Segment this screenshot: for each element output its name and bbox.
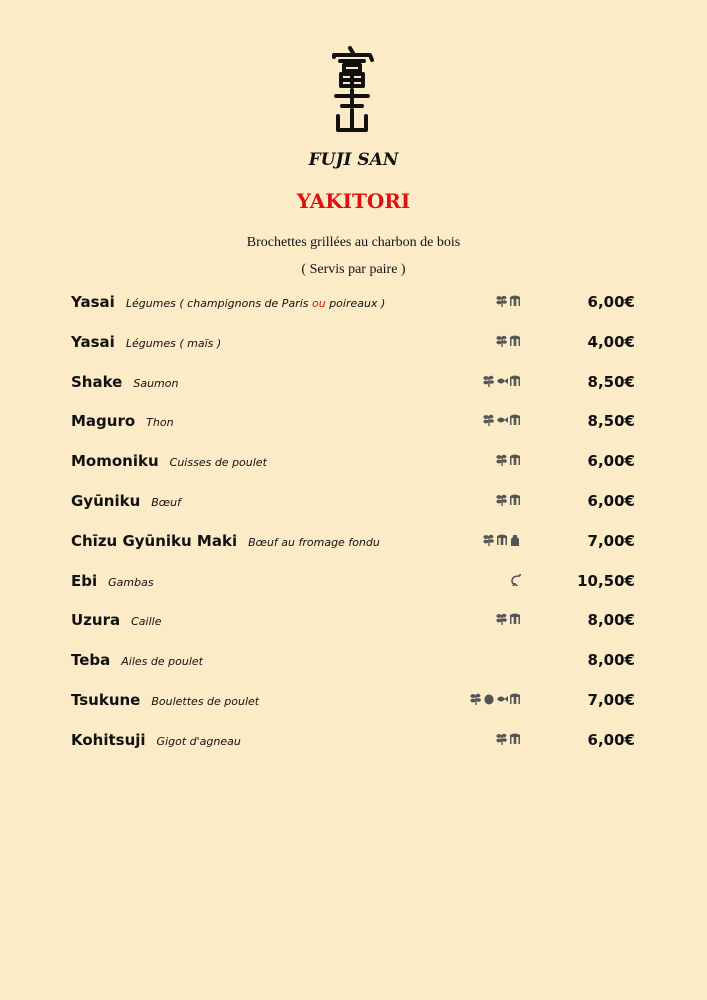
menu-item-price: 10,50€ bbox=[577, 571, 635, 590]
menu-item-description bbox=[108, 576, 153, 589]
description-text: Boulettes de poulet bbox=[151, 695, 260, 708]
description-text: Caille bbox=[131, 615, 162, 629]
menu-item bbox=[71, 532, 641, 556]
description-text-end: poireaux ) bbox=[325, 297, 386, 310]
menu-item-title: Gyūniku bbox=[71, 492, 141, 510]
menu-item-description bbox=[146, 416, 173, 429]
allergen-icons bbox=[470, 693, 521, 705]
menu-item-price: 6,00€ bbox=[587, 452, 635, 471]
soy-icon bbox=[496, 295, 508, 307]
section-description: Brochettes grillées au charbon de bois bbox=[246, 235, 461, 250]
shrimp-icon bbox=[509, 574, 521, 586]
menu-item-name bbox=[71, 412, 174, 430]
soy-icon bbox=[496, 613, 508, 625]
egg-icon bbox=[483, 693, 495, 705]
soy-icon bbox=[483, 375, 495, 387]
fish-icon bbox=[496, 693, 508, 705]
allergen-icons bbox=[496, 494, 521, 506]
menu-item-title: Momoniku bbox=[71, 452, 159, 471]
allergen-icons bbox=[483, 375, 521, 387]
soy-icon bbox=[496, 335, 508, 347]
menu-item-price: 8,00€ bbox=[587, 651, 635, 670]
menu-item-title: Teba bbox=[71, 651, 111, 670]
menu-item bbox=[71, 572, 641, 596]
wheat-icon bbox=[509, 335, 521, 347]
fish-icon bbox=[496, 414, 508, 426]
menu-item-price: 7,00€ bbox=[587, 531, 635, 550]
menu-item-title: Uzura bbox=[71, 611, 121, 630]
menu-item bbox=[71, 651, 641, 675]
menu-item-description bbox=[131, 615, 161, 628]
menu-item-title: Kohitsuji bbox=[71, 730, 146, 749]
soy-icon bbox=[483, 414, 495, 426]
menu-item-title: Ebi bbox=[71, 571, 98, 590]
allergen-icons bbox=[509, 574, 521, 586]
soy-icon bbox=[496, 494, 508, 506]
menu-item-name bbox=[71, 731, 241, 749]
menu-item-title: Maguro bbox=[71, 412, 136, 431]
menu-item bbox=[71, 412, 641, 436]
allergen-icons bbox=[496, 613, 521, 625]
description-text: Thon bbox=[146, 416, 174, 430]
menu-item-title: Yasai bbox=[71, 293, 115, 311]
menu-item-description bbox=[170, 456, 267, 469]
soy-icon bbox=[470, 693, 482, 705]
wheat-icon bbox=[496, 534, 508, 546]
menu-item-description bbox=[121, 655, 203, 668]
milk-icon bbox=[509, 534, 521, 546]
menu-item-price: 6,00€ bbox=[587, 492, 635, 510]
description-text: Légumes ( maïs ) bbox=[125, 336, 222, 350]
description-highlight: ou bbox=[312, 297, 326, 310]
menu-item bbox=[71, 611, 641, 635]
menu-item-name bbox=[71, 452, 267, 470]
menu-item-price: 8,00€ bbox=[587, 611, 635, 630]
wheat-icon bbox=[509, 454, 521, 466]
menu-item bbox=[71, 731, 641, 755]
wheat-icon bbox=[509, 295, 521, 307]
wheat-icon bbox=[509, 414, 521, 426]
menu-item-price: 8,50€ bbox=[587, 412, 635, 431]
description-text: Bœuf au fromage fondu bbox=[248, 535, 380, 549]
fuji-san-kanji-logo bbox=[320, 44, 384, 134]
menu-item-description bbox=[157, 735, 241, 748]
section-title: YAKITORI bbox=[296, 189, 411, 213]
allergen-icons bbox=[483, 534, 521, 546]
menu-item-description bbox=[248, 536, 380, 549]
menu-item-name bbox=[71, 373, 178, 391]
menu-item-description bbox=[133, 377, 178, 390]
menu-item-name bbox=[71, 333, 221, 351]
menu-item-title: Chīzu Gyūniku Maki bbox=[71, 531, 238, 550]
menu-item-title: Shake bbox=[71, 372, 123, 391]
menu-item-price: 6,00€ bbox=[587, 730, 635, 749]
description-text: Bœuf bbox=[151, 496, 181, 509]
brand-name: FUJI SAN bbox=[308, 150, 399, 170]
menu-item-name bbox=[71, 572, 154, 590]
menu-item-title: Yasai bbox=[71, 332, 115, 351]
menu-item-description bbox=[126, 337, 221, 350]
menu-item bbox=[71, 333, 641, 357]
menu-item bbox=[71, 293, 641, 317]
menu-item-price: 4,00€ bbox=[587, 332, 635, 351]
menu-item-description bbox=[151, 695, 259, 708]
description-text: Gigot d'agneau bbox=[156, 734, 241, 748]
menu-item-name bbox=[71, 293, 385, 311]
menu-item-name bbox=[71, 492, 181, 510]
menu-item bbox=[71, 691, 641, 715]
wheat-icon bbox=[509, 375, 521, 387]
wheat-icon bbox=[509, 613, 521, 625]
menu-item-price: 7,00€ bbox=[587, 691, 635, 709]
description-text: Gambas bbox=[108, 575, 154, 589]
wheat-icon bbox=[509, 733, 521, 745]
menu-item-title: Tsukune bbox=[71, 691, 141, 709]
wheat-icon bbox=[509, 693, 521, 705]
soy-icon bbox=[483, 534, 495, 546]
menu-item-name bbox=[71, 691, 259, 709]
menu-item-price: 6,00€ bbox=[587, 293, 635, 311]
menu-item bbox=[71, 492, 641, 516]
description-text: Saumon bbox=[133, 376, 179, 390]
allergen-icons bbox=[496, 733, 521, 745]
menu-item-name bbox=[71, 611, 161, 629]
menu-item-description bbox=[126, 297, 385, 310]
menu-item-name bbox=[71, 651, 203, 669]
menu-item-price: 8,50€ bbox=[587, 372, 635, 391]
menu-item-description bbox=[151, 496, 181, 509]
menu-item bbox=[71, 452, 641, 476]
allergen-icons bbox=[496, 295, 521, 307]
soy-icon bbox=[496, 733, 508, 745]
allergen-icons bbox=[483, 414, 521, 426]
fish-icon bbox=[496, 375, 508, 387]
description-text: Cuisses de poulet bbox=[169, 456, 267, 470]
serving-note: ( Servis par paire ) bbox=[301, 262, 406, 277]
menu-item-name bbox=[71, 532, 380, 550]
wheat-icon bbox=[509, 494, 521, 506]
allergen-icons bbox=[496, 454, 521, 466]
soy-icon bbox=[496, 454, 508, 466]
menu-item bbox=[71, 373, 641, 397]
description-text: Ailes de poulet bbox=[121, 655, 203, 669]
allergen-icons bbox=[496, 335, 521, 347]
description-text: Légumes ( champignons de Paris bbox=[125, 297, 312, 310]
